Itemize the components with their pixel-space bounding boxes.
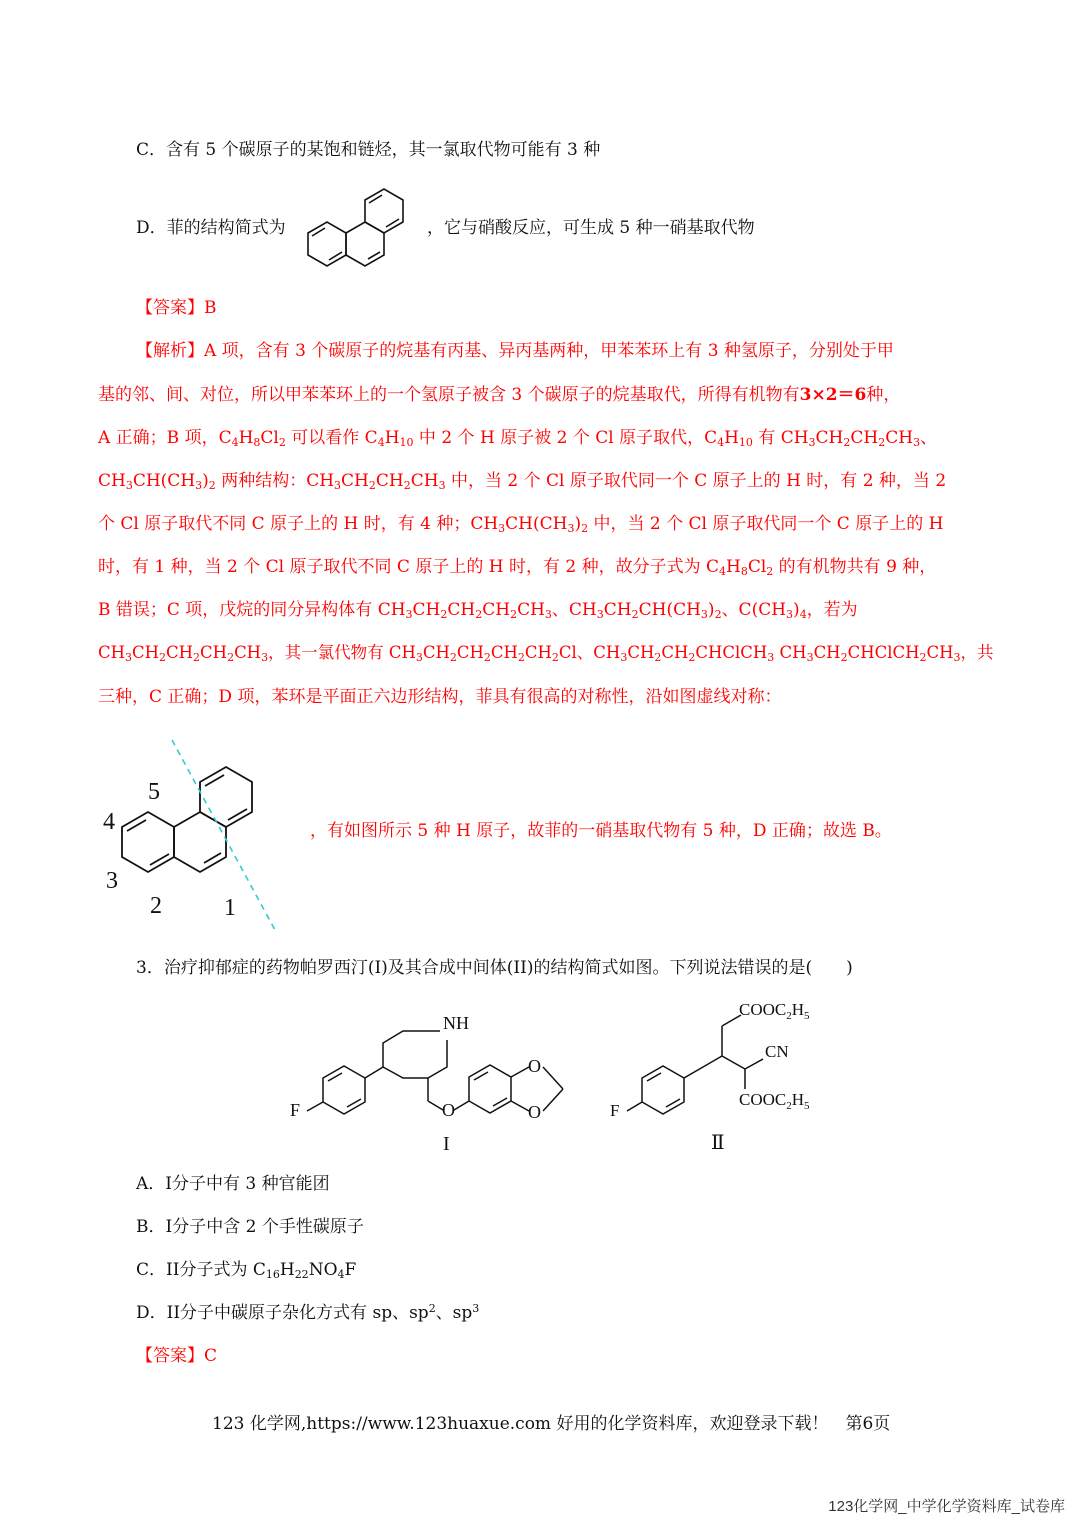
ester-bottom-label: $COOC_2H_5$: [739, 1090, 810, 1112]
text-run: 中，当 2 个 Cl 原子取代同一个 C 原子上的 H: [588, 514, 944, 534]
subscript: 4: [377, 436, 385, 449]
structure-I-label: I: [443, 1133, 450, 1155]
subscript: 3: [125, 479, 133, 492]
q3-option-a: A．I分子中有 3 种官能团: [136, 1174, 330, 1194]
analysis-line-9: 三种，C 正确；D 项，苯环是平面正六边形结构，菲具有很高的对称性，沿如图虚线对称：: [98, 687, 782, 707]
text-run: H: [238, 428, 254, 448]
q3-option-b: B．I分子中含 2 个手性碳原子: [136, 1217, 364, 1237]
superscript: 3: [472, 1302, 480, 1315]
text-run: ): [707, 600, 715, 620]
subscript: 2: [483, 651, 491, 664]
text-run: CH: [926, 643, 954, 662]
text-run: H: [279, 1260, 295, 1280]
text-run: B 错误；C 项，戊烷的同分异构体有 CH: [98, 600, 406, 620]
text-run: CH: [422, 643, 450, 662]
h-label-5: 5: [148, 779, 160, 805]
subscript: 2: [631, 608, 639, 621]
subscript: 8: [740, 565, 748, 578]
subscript: 3: [620, 651, 628, 664]
page-footer: 123 化学网,https://www.123huaxue.com 好用的化学资料库，欢迎登录下载！ 第6页: [212, 1414, 891, 1434]
subscript: 2: [840, 651, 848, 664]
subscript: 3: [544, 608, 552, 621]
subscript: 2: [449, 651, 457, 664]
subscript: 4: [799, 608, 807, 621]
q3-option-c: [136, 1258, 356, 1282]
subscript: 3: [195, 479, 203, 492]
subscript: 2: [654, 651, 662, 664]
analysis-label: 【解析】: [136, 341, 204, 361]
text-run: 两种结构：CH: [215, 471, 335, 491]
subscript: 2: [766, 565, 774, 578]
structure-II-intermediate: [605, 993, 845, 1158]
text-run: CH: [200, 643, 228, 662]
subscript: 3: [786, 608, 794, 621]
text-run: 有 CH: [752, 428, 809, 448]
subscript: 2: [440, 608, 448, 621]
text-run: ): [202, 471, 209, 491]
subscript: 3: [953, 651, 961, 664]
f-label-1: F: [290, 1100, 301, 1120]
text-run: CH: [375, 471, 404, 491]
text-run: 、CH: [551, 600, 597, 620]
text-run: CH: [517, 600, 545, 620]
text-run: CH: [524, 643, 552, 662]
text-run: 、: [920, 428, 938, 448]
q3-answer-label: 【答案】: [136, 1346, 204, 1366]
text-run: CH: [447, 600, 476, 620]
text-run: CH(CH: [505, 514, 568, 534]
subscript: 3: [334, 479, 342, 492]
text-run: NO: [308, 1260, 338, 1280]
text-run: 时，有 1 种，当 2 个 Cl 原子取代不同 C 原子上的 H 时，有 2 种，故分子式为 C: [98, 557, 719, 577]
text-run: CH: [456, 643, 484, 662]
subscript: 3: [261, 651, 269, 664]
subscript: 2: [688, 651, 696, 664]
structure-II-label: Ⅱ: [711, 1132, 725, 1154]
text-run: CH: [603, 600, 632, 620]
text-run: CH: [98, 643, 126, 662]
subscript: 10: [399, 436, 414, 449]
subscript: 3: [125, 651, 133, 664]
watermark: 123化学网_中学化学资料库_试卷库: [828, 1498, 1065, 1515]
text-run: CHClCH: [695, 643, 768, 662]
text-run: CH: [98, 471, 126, 491]
text-run: 中，当 2 个 Cl 原子取代同一个 C 原子上的 H 时，有 2 种，当 2: [445, 471, 947, 491]
subscript: 2: [714, 608, 722, 621]
f-label-2: F: [610, 1101, 620, 1120]
option-d-suffix: ，它与硝酸反应，可生成 5 种一硝基取代物: [427, 218, 755, 238]
text-run: CH: [234, 643, 262, 662]
analysis-line-2: 基的邻、间、对位，所以甲苯苯环上的一个氢原子被含 3 个碳原子的烷基取代，所得有机物有3×2＝6种，: [98, 385, 901, 405]
subscript: 2: [227, 651, 235, 664]
phenanthrene-symmetry-figure: [100, 732, 320, 932]
text-run: H: [725, 557, 741, 577]
text-run: CH: [885, 428, 914, 448]
nh-label: NH: [443, 1013, 469, 1033]
subscript: 3: [808, 436, 816, 449]
text-run: CH: [132, 643, 160, 662]
subscript: 2: [843, 436, 851, 449]
subscript: 16: [265, 1268, 280, 1281]
answer-line: [136, 296, 217, 320]
text-run: ，其一氯代物有 CH: [268, 643, 416, 662]
subscript: 2: [403, 479, 411, 492]
text-run: 、C(CH: [721, 600, 787, 620]
text-run: 的有机物共有 9 种，: [773, 557, 937, 577]
answer-value: B: [204, 298, 217, 318]
subscript: 3: [913, 436, 921, 449]
subscript: 2: [878, 436, 886, 449]
q3-answer-line: [136, 1344, 217, 1368]
text-run: A 正确；B 项，C: [98, 428, 232, 448]
text-run: CH: [490, 643, 518, 662]
text-run: 、sp: [435, 1303, 473, 1323]
subscript: 2: [919, 651, 927, 664]
text-run: CH: [482, 600, 511, 620]
text-run: 中 2 个 H 原子被 2 个 Cl 原子取代，C: [413, 428, 718, 448]
phenanthrene-structure: [298, 175, 428, 275]
analysis-line-5: [98, 512, 943, 536]
dioxole-o-top: O: [528, 1056, 541, 1076]
text-run: CH: [815, 428, 844, 448]
answer-label: 【答案】: [136, 298, 204, 318]
ester-top-label: $COOC_2H_5$: [739, 1000, 810, 1022]
text-run: CH: [813, 643, 841, 662]
subscript: 4: [337, 1268, 345, 1281]
subscript: 3: [806, 651, 814, 664]
text-run: CHClCH: [847, 643, 920, 662]
subscript: 2: [551, 651, 559, 664]
analysis-line-3: [98, 426, 937, 450]
subscript: 4: [718, 565, 726, 578]
h-label-3: 3: [106, 868, 118, 894]
text-run: CH: [410, 471, 439, 491]
subscript: 3: [767, 651, 775, 664]
subscript: 2: [368, 479, 376, 492]
subscript: 2: [510, 608, 518, 621]
text-run: Cl: [747, 557, 767, 577]
subscript: 2: [193, 651, 201, 664]
text-run: H: [384, 428, 400, 448]
subscript: 8: [253, 436, 261, 449]
text-run: ，若为: [806, 600, 858, 620]
subscript: 2: [208, 479, 216, 492]
text-run: ): [574, 514, 582, 534]
analysis-line-4: [98, 469, 946, 493]
subscript: 2: [475, 608, 483, 621]
subscript: 3: [498, 522, 506, 535]
piperidine-nh-bonds: [285, 1000, 595, 1160]
subscript: 2: [517, 651, 525, 664]
analysis-line-6: [98, 555, 936, 579]
text-run: ，共: [960, 643, 994, 662]
subscript: 4: [717, 436, 725, 449]
text-run: C．II分子式为 C: [136, 1260, 266, 1280]
text-run: 个 Cl 原子取代不同 C 原子上的 H 时，有 4 种；CH: [98, 514, 499, 534]
text-run: 可以看作 C: [285, 428, 378, 448]
text-run: CH: [627, 643, 655, 662]
subscript: 2: [278, 436, 286, 449]
subscript: 3: [415, 651, 423, 664]
h-label-4: 4: [103, 809, 115, 835]
text-run: F: [344, 1260, 357, 1280]
text-run: CH: [661, 643, 689, 662]
subscript: 3: [567, 522, 575, 535]
analysis-line-10: ，有如图所示 5 种 H 原子，故菲的一硝基取代物有 5 种，D 正确；故选 B。: [310, 821, 892, 841]
q3-stem: 3．治疗抑郁症的药物帕罗西汀(I)及其合成中间体(II)的结构简式如图。下列说法错误的是( ): [136, 958, 853, 978]
superscript: 2: [428, 1302, 436, 1315]
text-run: Cl: [260, 428, 279, 448]
text-run: CH: [341, 471, 369, 491]
ether-o-label: O: [442, 1100, 455, 1120]
text-run: CH: [166, 643, 194, 662]
text-run: H: [724, 428, 739, 448]
calc-expression: 3×2＝6: [799, 385, 867, 405]
text-run: Cl、CH: [558, 643, 621, 662]
subscript: 3: [405, 608, 413, 621]
subscript: 3: [596, 608, 604, 621]
text-run: CH: [774, 643, 807, 662]
option-c: C．含有 5 个碳原子的某饱和链烃，其一氯取代物可能有 3 种: [136, 140, 601, 160]
text-run: ): [793, 600, 800, 620]
cn-label: CN: [765, 1042, 789, 1061]
subscript: 2: [159, 651, 167, 664]
h-label-2: 2: [150, 893, 162, 919]
subscript: 10: [738, 436, 753, 449]
text-run: CH: [850, 428, 879, 448]
text-run: CH(CH: [132, 471, 196, 491]
q3-option-d: [136, 1301, 479, 1325]
q3-answer-value: C: [204, 1346, 218, 1366]
analysis-line-1: 【解析】A 项，含有 3 个碳原子的烷基有丙基、异丙基两种，甲苯苯环上有 3 种氢原子，分别处于甲: [136, 341, 894, 361]
subscript: 22: [294, 1268, 309, 1281]
dioxole-o-bottom: O: [528, 1102, 541, 1122]
subscript: 3: [438, 479, 446, 492]
text-run: CH(CH: [638, 600, 701, 620]
h-label-1: 1: [224, 895, 236, 921]
subscript: 2: [581, 522, 589, 535]
analysis-line-7: [98, 598, 858, 622]
option-d-prefix: D．菲的结构简式为: [136, 218, 286, 238]
text-run: D．II分子中碳原子杂化方式有 sp、sp: [136, 1303, 429, 1323]
text-run: CH: [412, 600, 441, 620]
subscript: 4: [231, 436, 239, 449]
subscript: 3: [700, 608, 708, 621]
analysis-line-8: [98, 641, 994, 665]
